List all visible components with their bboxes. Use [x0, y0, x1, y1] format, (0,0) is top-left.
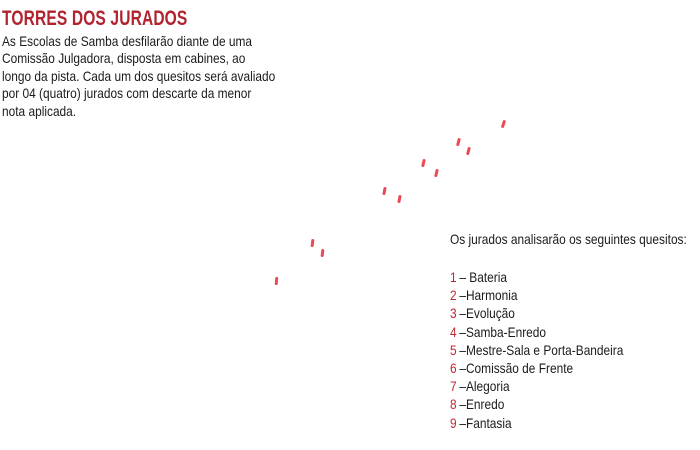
quesito-item — [450, 286, 623, 304]
quesitos-header: Os jurados analisarão os seguintes quesitos: — [450, 231, 687, 247]
quesito-number: 5 — [450, 341, 457, 358]
intro-line: Comissão Julgadora, disposta em cabines, ao — [2, 50, 246, 67]
quesito-item — [450, 268, 623, 286]
quesito-number: 3 — [450, 305, 457, 322]
tower-flag-marker — [397, 194, 401, 202]
quesito-number: 4 — [450, 323, 457, 340]
intro-line: nota aplicada. — [2, 102, 77, 119]
quesito-item — [450, 304, 623, 322]
quesito-label: – Bateria — [459, 269, 507, 285]
tower-flag-marker — [434, 168, 438, 176]
tower-flag-marker — [310, 239, 314, 247]
intro-line: longo da pista. Cada um dos quesitos será avaliado — [2, 67, 276, 84]
intro-line: por 04 (quatro) jurados com descarte da menor — [2, 85, 252, 102]
intro-line: As Escolas de Samba desfilarão diante de uma — [2, 33, 253, 49]
quesito-label: –Samba-Enredo — [459, 323, 547, 340]
quesito-item — [450, 377, 623, 395]
tower-flag-marker — [320, 249, 324, 257]
quesito-number: 7 — [450, 378, 457, 395]
quesito-number: 1 — [450, 269, 457, 285]
quesito-number: 8 — [450, 396, 457, 413]
quesito-label: –Evolução — [459, 305, 515, 322]
quesito-item — [450, 341, 623, 359]
page-title: TORRES DOS JURADOS — [2, 7, 188, 30]
tower-flag-marker — [421, 158, 425, 166]
quesito-item — [450, 414, 623, 432]
quesito-label: –Mestre-Sala e Porta-Bandeira — [459, 341, 624, 358]
quesito-label: –Harmonia — [459, 287, 518, 304]
quesito-label: –Fantasia — [459, 414, 512, 431]
quesito-item — [450, 395, 623, 413]
quesito-label: –Alegoria — [459, 378, 510, 395]
tower-flag-marker — [274, 277, 277, 285]
quesito-label: –Enredo — [459, 396, 505, 413]
quesito-number: 9 — [450, 414, 457, 431]
quesito-item — [450, 323, 623, 341]
quesitos-list — [450, 268, 623, 432]
tower-flag-marker — [382, 186, 386, 194]
quesito-item — [450, 359, 623, 377]
quesito-label: –Comissão de Frente — [459, 360, 574, 377]
quesito-number: 2 — [450, 287, 457, 304]
quesito-number: 6 — [450, 360, 457, 377]
quesitos-column — [450, 0, 700, 450]
